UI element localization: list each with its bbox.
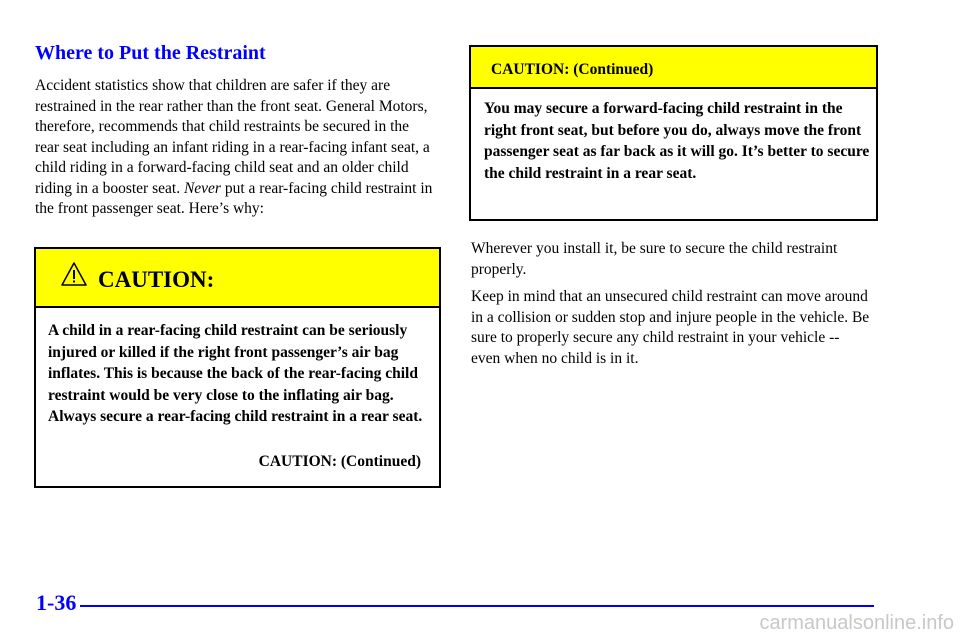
install-paragraph: Wherever you install it, be sure to secure the child restraint properly. [471, 240, 838, 278]
caution-body: A child in a rear-facing child restraint can be seriously injured or killed if the right front passenger’s air bag inflates. This is because the back of the rear-facing child restraint would be very close to the inflating air bag. Always secure a rear-facing child restraint in a rear seat. [48, 322, 423, 425]
caution-continued-box [469, 45, 878, 221]
intro-emphasis: Never [183, 179, 221, 197]
caution-continued-header-band [471, 47, 876, 89]
caution-continued-body: You may secure a forward-facing child restraint in the right front seat, but before you do, always move the front passenger seat as far back as it will go. It’s better to secure the child restraint in a rear seat. [484, 100, 870, 182]
footer-rule [80, 605, 874, 607]
watermark: carmanualsonline.info [759, 612, 954, 634]
intro-text-start: Accident statistics show that children are safer if they are restrained in the rear rather than the front seat. General Motors, therefore, recommends that child restraints be secured in the rear seat including an infant riding in a rear-facing infant seat, a child riding in a forward-facing child seat and an older child riding in a booster seat. [35, 77, 430, 197]
intro-text-end: put a rear-facing child restraint in the front passenger seat. Here’s why: [35, 179, 433, 217]
caution-header-band [36, 249, 439, 308]
page-number: 1-36 [36, 590, 77, 615]
caution-continued-note: CAUTION: (Continued) [258, 453, 421, 470]
caution-title: CAUTION: [98, 267, 215, 292]
caution-box [34, 247, 441, 488]
intro-paragraph [35, 76, 435, 220]
section-heading: Where to Put the Restraint [35, 42, 266, 64]
unsecured-restraint-paragraph: Keep in mind that an unsecured child restraint can move around in a collision or sudden stop and injure people in the vehicle. Be sure to properly secure any child restraint in your vehicle -- even when no child is in it. [471, 288, 870, 367]
caution-continued-title: CAUTION: (Continued) [491, 61, 654, 78]
warning-triangle-icon [61, 262, 87, 291]
